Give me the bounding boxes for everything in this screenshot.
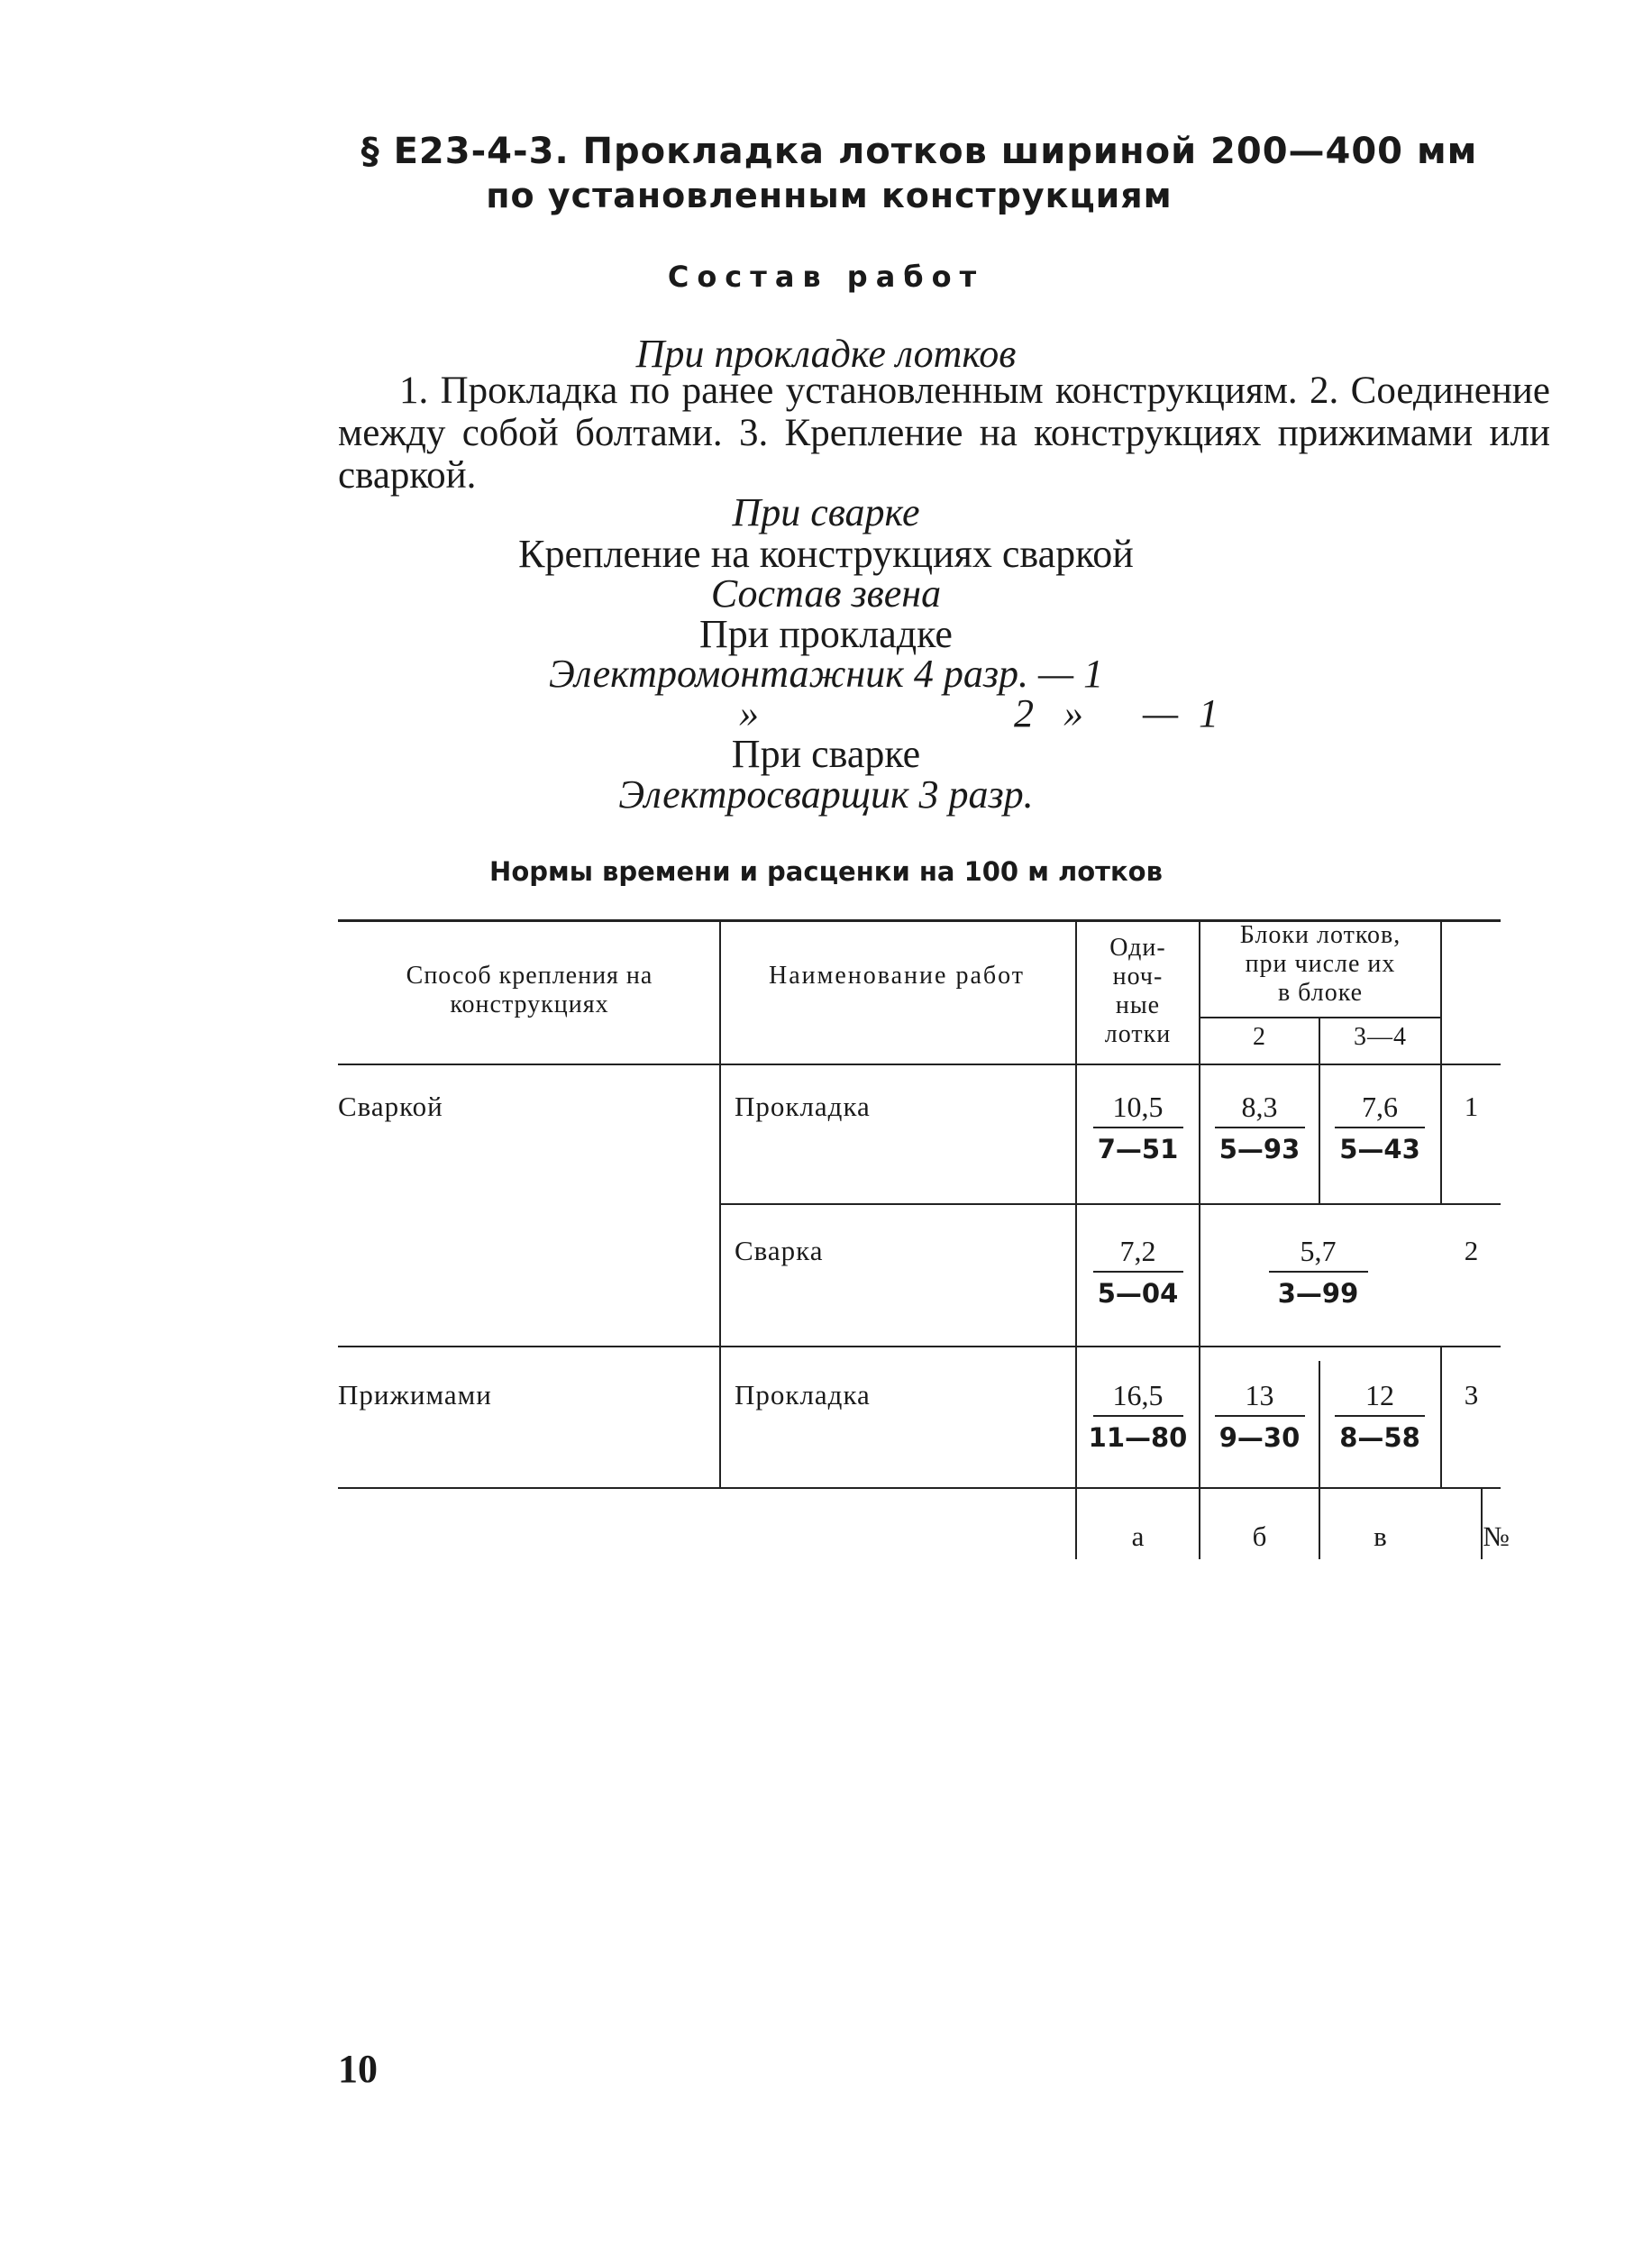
header-single-trays: Оди- ноч- ные лотки <box>1104 934 1172 1048</box>
section-title-line2: по установленным конструкциям <box>486 176 1173 215</box>
row3-number: 3 <box>1464 1379 1479 1411</box>
row3-method: Прижимами <box>338 1379 492 1411</box>
welding-text: Крепление на конструкциях сваркой <box>518 532 1134 576</box>
crew-laying-label: При прокладке <box>699 612 953 656</box>
header-method: Способ крепления на конструкциях <box>406 962 653 1018</box>
row3-single-value: 16,5 11—80 <box>1088 1379 1188 1453</box>
row1-work: Прокладка <box>735 1091 871 1122</box>
column-index-number: № <box>1483 1520 1510 1552</box>
welding-subheading: При сварке <box>732 490 920 534</box>
row1-blocks34-value: 7,6 5—43 <box>1327 1091 1433 1164</box>
row2-number: 2 <box>1464 1235 1479 1266</box>
work-steps-paragraph: 1. Прокладка по ранее установленным конструкциям. 2. Соединение между собой болтами. 3. Крепление на конструкциях прижимами или сваркой. <box>338 370 1550 497</box>
table-caption: Нормы времени и расценки на 100 м лотков <box>489 856 1163 887</box>
crew-worker-1: Электромонтажник 4 разр. — 1 <box>548 652 1104 696</box>
row2-single-value: 7,2 5—04 <box>1086 1235 1190 1309</box>
row3-work: Прокладка <box>735 1379 871 1411</box>
row1-number: 1 <box>1464 1091 1479 1122</box>
crew-heading: Состав звена <box>710 571 942 616</box>
crew-welding-label: При сварке <box>731 732 921 776</box>
laying-subheading: При прокладке лотков <box>635 332 1017 376</box>
page-number: 10 <box>338 2047 378 2091</box>
row1-single-value: 10,5 7—51 <box>1086 1091 1190 1164</box>
row1-method: Сваркой <box>338 1091 443 1122</box>
ditto-mark: » <box>739 691 759 735</box>
ditto-mark: » <box>1063 691 1083 735</box>
row2-work: Сварка <box>735 1235 824 1266</box>
crew-welder: Электросварщик 3 разр. <box>618 772 1034 817</box>
header-tray-blocks: Блоки лотков, при числе их в блоке <box>1239 921 1401 1007</box>
crew-worker-2-count: 1 <box>1199 691 1218 735</box>
work-composition-heading: Состав работ <box>667 260 985 294</box>
column-index-a: а <box>1131 1520 1145 1552</box>
header-blocks-3-4: 3—4 <box>1354 1023 1407 1051</box>
row3-blocks34-value: 12 8—58 <box>1327 1379 1433 1453</box>
header-blocks-2: 2 <box>1253 1023 1266 1051</box>
header-work-name: Наименование работ <box>769 962 1025 990</box>
row1-blocks2-value: 8,3 5—93 <box>1208 1091 1311 1164</box>
column-index-c: в <box>1374 1520 1387 1552</box>
row3-blocks2-value: 13 9—30 <box>1208 1379 1311 1453</box>
section-title: § Е23-4-3. Прокладка лотков шириной 200—400 мм <box>361 131 1478 172</box>
column-index-b: б <box>1252 1520 1267 1552</box>
crew-worker-2-grade: 2 <box>1014 691 1034 735</box>
crew-worker-2-dash: — <box>1143 691 1179 735</box>
row2-blocks-value: 5,7 3—99 <box>1262 1235 1374 1309</box>
